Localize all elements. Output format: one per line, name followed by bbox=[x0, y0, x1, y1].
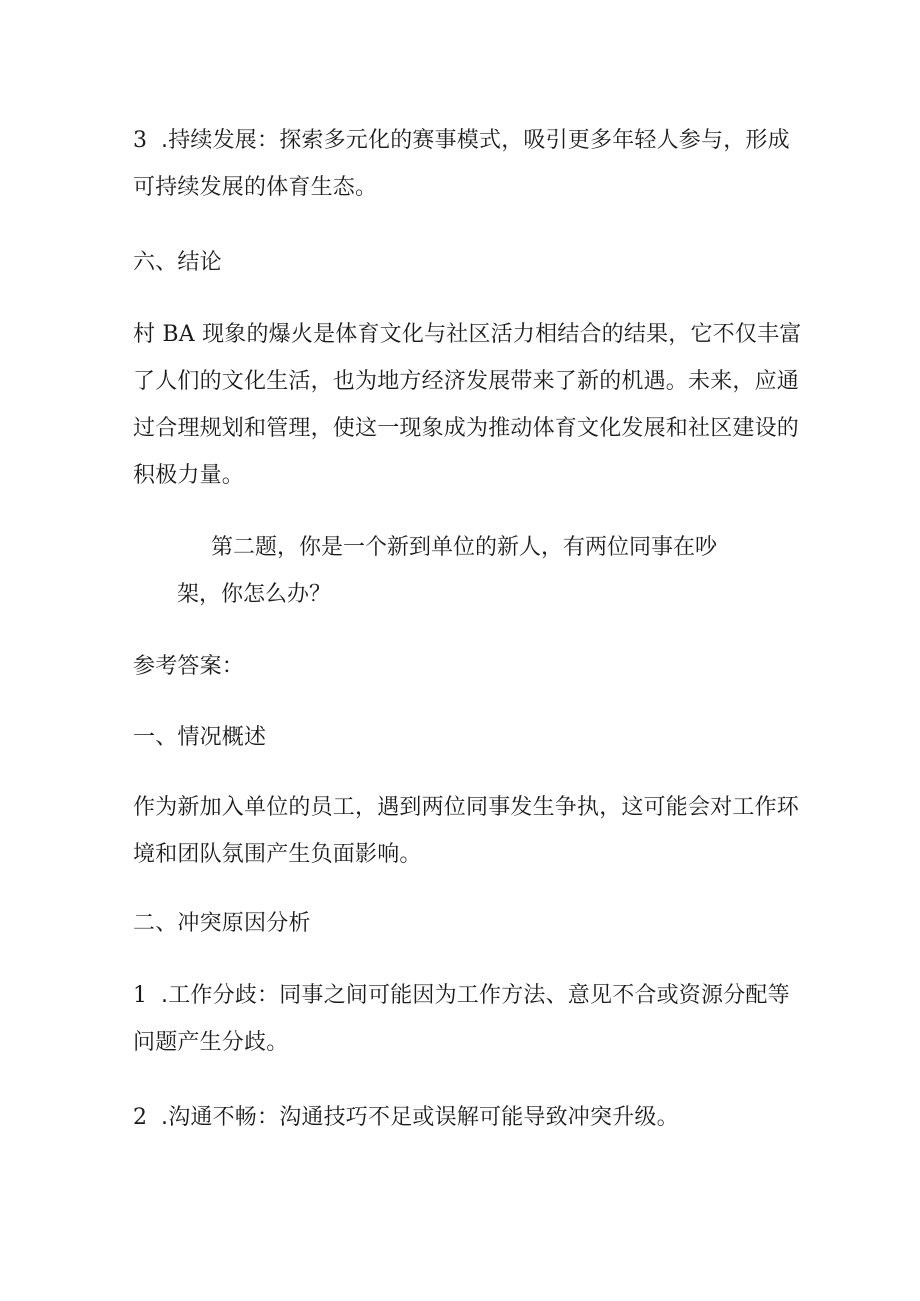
section-heading-conflict-causes: 二、冲突原因分析 bbox=[133, 911, 311, 936]
list-item-line: 问题产生分歧。 bbox=[133, 1030, 289, 1055]
paragraph-latin-text: BA bbox=[162, 322, 195, 347]
list-item-sustainable-development bbox=[133, 117, 793, 211]
list-item-text: .工作分歧：同事之间可能因为工作方法、意见不合或资源分配等 bbox=[161, 983, 790, 1008]
list-item-number: 3 bbox=[133, 128, 148, 153]
list-item-line: 可持续发展的体育生态。 bbox=[133, 175, 378, 200]
paragraph-text: 村 bbox=[133, 322, 163, 347]
list-item-line bbox=[133, 1094, 793, 1141]
list-item-line bbox=[133, 117, 793, 164]
list-item-line bbox=[133, 972, 793, 1019]
list-item-number: 2 bbox=[133, 1105, 148, 1130]
list-item-poor-communication bbox=[133, 1094, 793, 1141]
paragraph-line: 境和团队氛围产生负面影响。 bbox=[133, 842, 422, 867]
paragraph-line: 作为新加入单位的员工，遇到两位同事发生争执，这可能会对工作环 bbox=[133, 795, 800, 820]
list-item-text: .持续发展：探索多元化的赛事模式，吸引更多年轻人参与，形成 bbox=[161, 128, 790, 153]
reference-answer-label: 参考答案： bbox=[133, 654, 245, 679]
paragraph-line bbox=[133, 311, 802, 358]
list-item-text: .沟通不畅：沟通技巧不足或误解可能导致冲突升级。 bbox=[161, 1105, 679, 1130]
conclusion-paragraph bbox=[133, 311, 802, 499]
question-two bbox=[133, 524, 793, 618]
list-item-work-disagreement bbox=[133, 972, 793, 1066]
section-heading-conclusion: 六、结论 bbox=[133, 250, 222, 275]
question-line: 架，你怎么办？ bbox=[177, 582, 332, 607]
paragraph-line: 了人们的文化生活，也为地方经济发展带来了新的机遇。未来，应通 bbox=[133, 369, 800, 394]
list-item-number: 1 bbox=[133, 983, 148, 1008]
overview-paragraph bbox=[133, 784, 800, 878]
paragraph-line: 积极力量。 bbox=[133, 463, 245, 488]
paragraph-text: 现象的爆火是体育文化与社区活力相结合的结果，它不仅丰富 bbox=[194, 322, 802, 347]
section-heading-overview: 一、情况概述 bbox=[133, 725, 267, 750]
question-line: 第二题，你是一个新到单位的新人，有两位同事在吵 bbox=[211, 535, 718, 560]
paragraph-line: 过合理规划和管理，使这一现象成为推动体育文化发展和社区建设的 bbox=[133, 416, 800, 441]
